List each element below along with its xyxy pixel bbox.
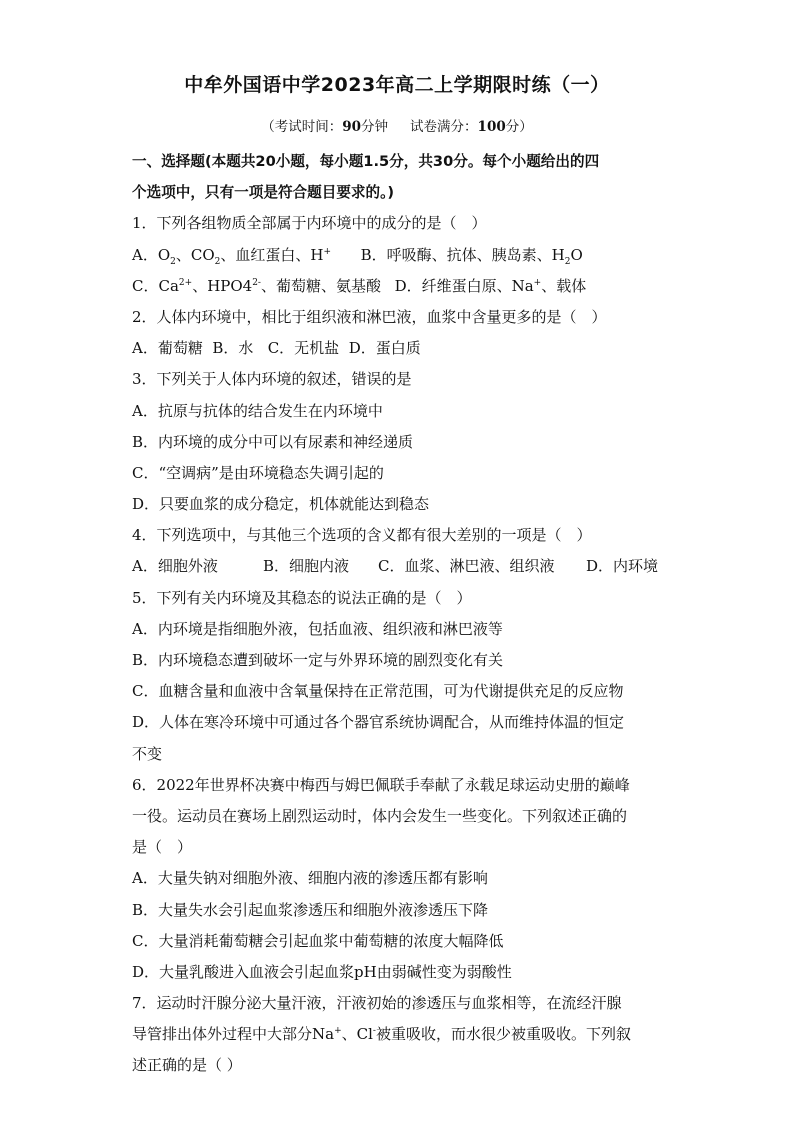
question-1-stem: 1．下列各组物质全部属于内环境中的成分的是（ ）: [132, 214, 487, 233]
question-4-option-b: B．细胞内液: [263, 557, 350, 576]
question-3-option-d: D．只要血浆的成分稳定，机体就能达到稳态: [132, 495, 430, 514]
question-5-stem: 5．下列有关内环境及其稳态的说法正确的是（ ）: [132, 588, 472, 607]
question-4-option-a: A．细胞外液: [132, 557, 218, 576]
question-6-option-c: C．大量消耗葡萄糖会引起血浆中葡萄糖的浓度大幅降低: [132, 931, 504, 950]
question-4-option-c: C．血浆、淋巴液、组织液: [378, 557, 555, 576]
question-4-stem: 4．下列选项中，与其他三个选项的含义都有很大差别的一项是（ ）: [132, 526, 592, 545]
page-title: 中牟外国语中学2023年高二上学期限时练（一）: [184, 74, 610, 96]
section-heading-line-1: 一、选择题(本题共20小题，每小题1.5分，共30分。每个小题给出的四: [132, 153, 600, 170]
question-4-options: [132, 551, 664, 582]
question-4-option-d: D．内环境: [586, 557, 659, 576]
question-content: [132, 146, 664, 1082]
exam-info: [0, 115, 794, 135]
question-1-option-a: A．$O_2$、$CO_2$、血红蛋白、H+: [132, 245, 332, 267]
question-6-option-d: D．大量乳酸进入血液会引起血浆pH由弱碱性变为弱酸性: [132, 962, 512, 981]
question-5-option-c: C．血糖含量和血液中含氧量保持在正常范围，可为代谢提供充足的反应物: [132, 682, 624, 701]
question-3-option-b: B．内环境的成分中可以有尿素和神经递质: [132, 432, 414, 451]
question-7-stem-line-1: 7．运动时汗腺分泌大量汗液，汗液初始的渗透压与血浆相等，在流经汗腺: [132, 994, 622, 1013]
question-3-stem: 3．下列关于人体内环境的叙述，错误的是: [132, 370, 412, 389]
question-5-option-b: B．内环境稳态遭到破坏一定与外界环境的剧烈变化有关: [132, 651, 504, 669]
exam-time-value: 90: [342, 119, 362, 135]
question-7-stem-line-2: 导管排出体外过程中大部分Na+、Cl-被重吸收，而水很少被重吸收。下列叙: [132, 1025, 631, 1044]
question-1-option-c: C．$Ca^{2+}$、$HPO4^{2-}$、葡萄糖、氨基酸: [132, 276, 381, 295]
question-3-option-a: A．抗原与抗体的结合发生在内环境中: [132, 401, 383, 420]
full-score-value: 100: [477, 119, 506, 135]
question-5-option-d-line-2: 不变: [132, 744, 163, 763]
question-6-option-a: A．大量失钠对细胞外液、细胞内液的渗透压都有影响: [132, 869, 488, 888]
question-2-options: A．葡萄糖 B．水 C．无机盐 D．蛋白质: [132, 339, 421, 358]
question-1-option-b: B．呼吸酶、抗体、胰岛素、$H_2O$: [360, 245, 583, 267]
exam-time-unit: 分钟: [361, 119, 389, 135]
section-heading-line-2: 个选项中，只有一项是符合题目要求的。): [132, 184, 395, 202]
question-1-option-d: D．纤维蛋白原、Na+、载体: [394, 276, 587, 295]
question-1-options-ab: [132, 240, 664, 271]
question-7-stem-line-3: 述正确的是（ ）: [132, 1056, 242, 1075]
question-5-option-a: A．内环境是指细胞外液，包括血液、组织液和淋巴液等: [132, 619, 503, 638]
question-2-stem: 2．人体内环境中，相比于组织液和淋巴液，血浆中含量更多的是（ ）: [132, 307, 607, 326]
question-6-option-b: B．大量失水会引起血浆渗透压和细胞外液渗透压下降: [132, 900, 489, 919]
question-6-stem-line-2: 一役。运动员在赛场上剧烈运动时，体内会发生一些变化。下列叙述正确的: [132, 806, 628, 825]
question-6-stem-line-1: 6．2022年世界杯决赛中梅西与姆巴佩联手奉献了永载足球运动史册的巅峰: [132, 775, 630, 794]
full-score-unit: 分）: [505, 119, 533, 135]
question-5-option-d-line-1: D．人体在寒冷环境中可通过各个器官系统协调配合，从而维持体温的恒定: [132, 713, 625, 732]
question-1-options-cd: [132, 271, 664, 302]
exam-time-label: （考试时间：: [261, 119, 343, 135]
question-6-stem-line-3: 是（ ）: [132, 838, 193, 857]
full-score-label: 试卷满分：: [410, 119, 478, 135]
question-3-option-c: C．“空调病”是由环境稳态失调引起的: [132, 463, 384, 482]
